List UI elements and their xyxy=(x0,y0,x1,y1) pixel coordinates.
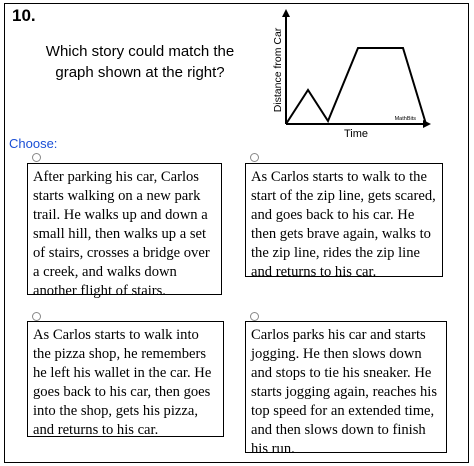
option-d-radio[interactable] xyxy=(250,312,259,321)
graph-line xyxy=(286,48,426,124)
option-a-card[interactable] xyxy=(27,163,222,299)
y-axis-label: Distance from Car xyxy=(272,27,284,113)
option-c-radio[interactable] xyxy=(32,312,41,321)
option-d-card[interactable] xyxy=(245,321,447,457)
option-a-radio[interactable] xyxy=(32,153,41,162)
watermark: MathBits xyxy=(394,116,416,122)
option-c-card[interactable] xyxy=(27,321,224,437)
option-c-text: As Carlos starts to walk into the pizza shop, he remembers he left his wallet in the car. He goes back to his car, then goes into the shop, gets his pizza, and returns to his car. xyxy=(33,327,212,438)
question-number: 10. xyxy=(12,6,36,25)
distance-time-graph xyxy=(268,8,432,140)
question-text: Which story could match the graph shown at the right? xyxy=(45,43,235,81)
option-b-radio[interactable] xyxy=(250,153,259,162)
x-axis-label: Time xyxy=(343,128,369,140)
choose-label: Choose: xyxy=(9,136,58,151)
y-axis-arrow xyxy=(282,9,290,17)
option-b-text: As Carlos starts to walk to the start of the zip line, gets scared, and goes back to his car. He then gets brave again, walks to the zip line, rides the zip line and returns to his car. xyxy=(251,169,436,280)
option-a-text: After parking his car, Carlos starts walking on a new park trail. He walks up and down a small hill, then walks up a set of stairs, crosses a bridge over a creek, and walks down another flight of stairs. xyxy=(33,169,210,299)
option-b-card[interactable] xyxy=(245,163,443,280)
option-d-text: Carlos parks his car and starts jogging. He then slows down and stops to tie his sneaker. He starts jogging again, reaches his top speed for an extended time, and then slows down to finish his run. xyxy=(251,327,438,457)
